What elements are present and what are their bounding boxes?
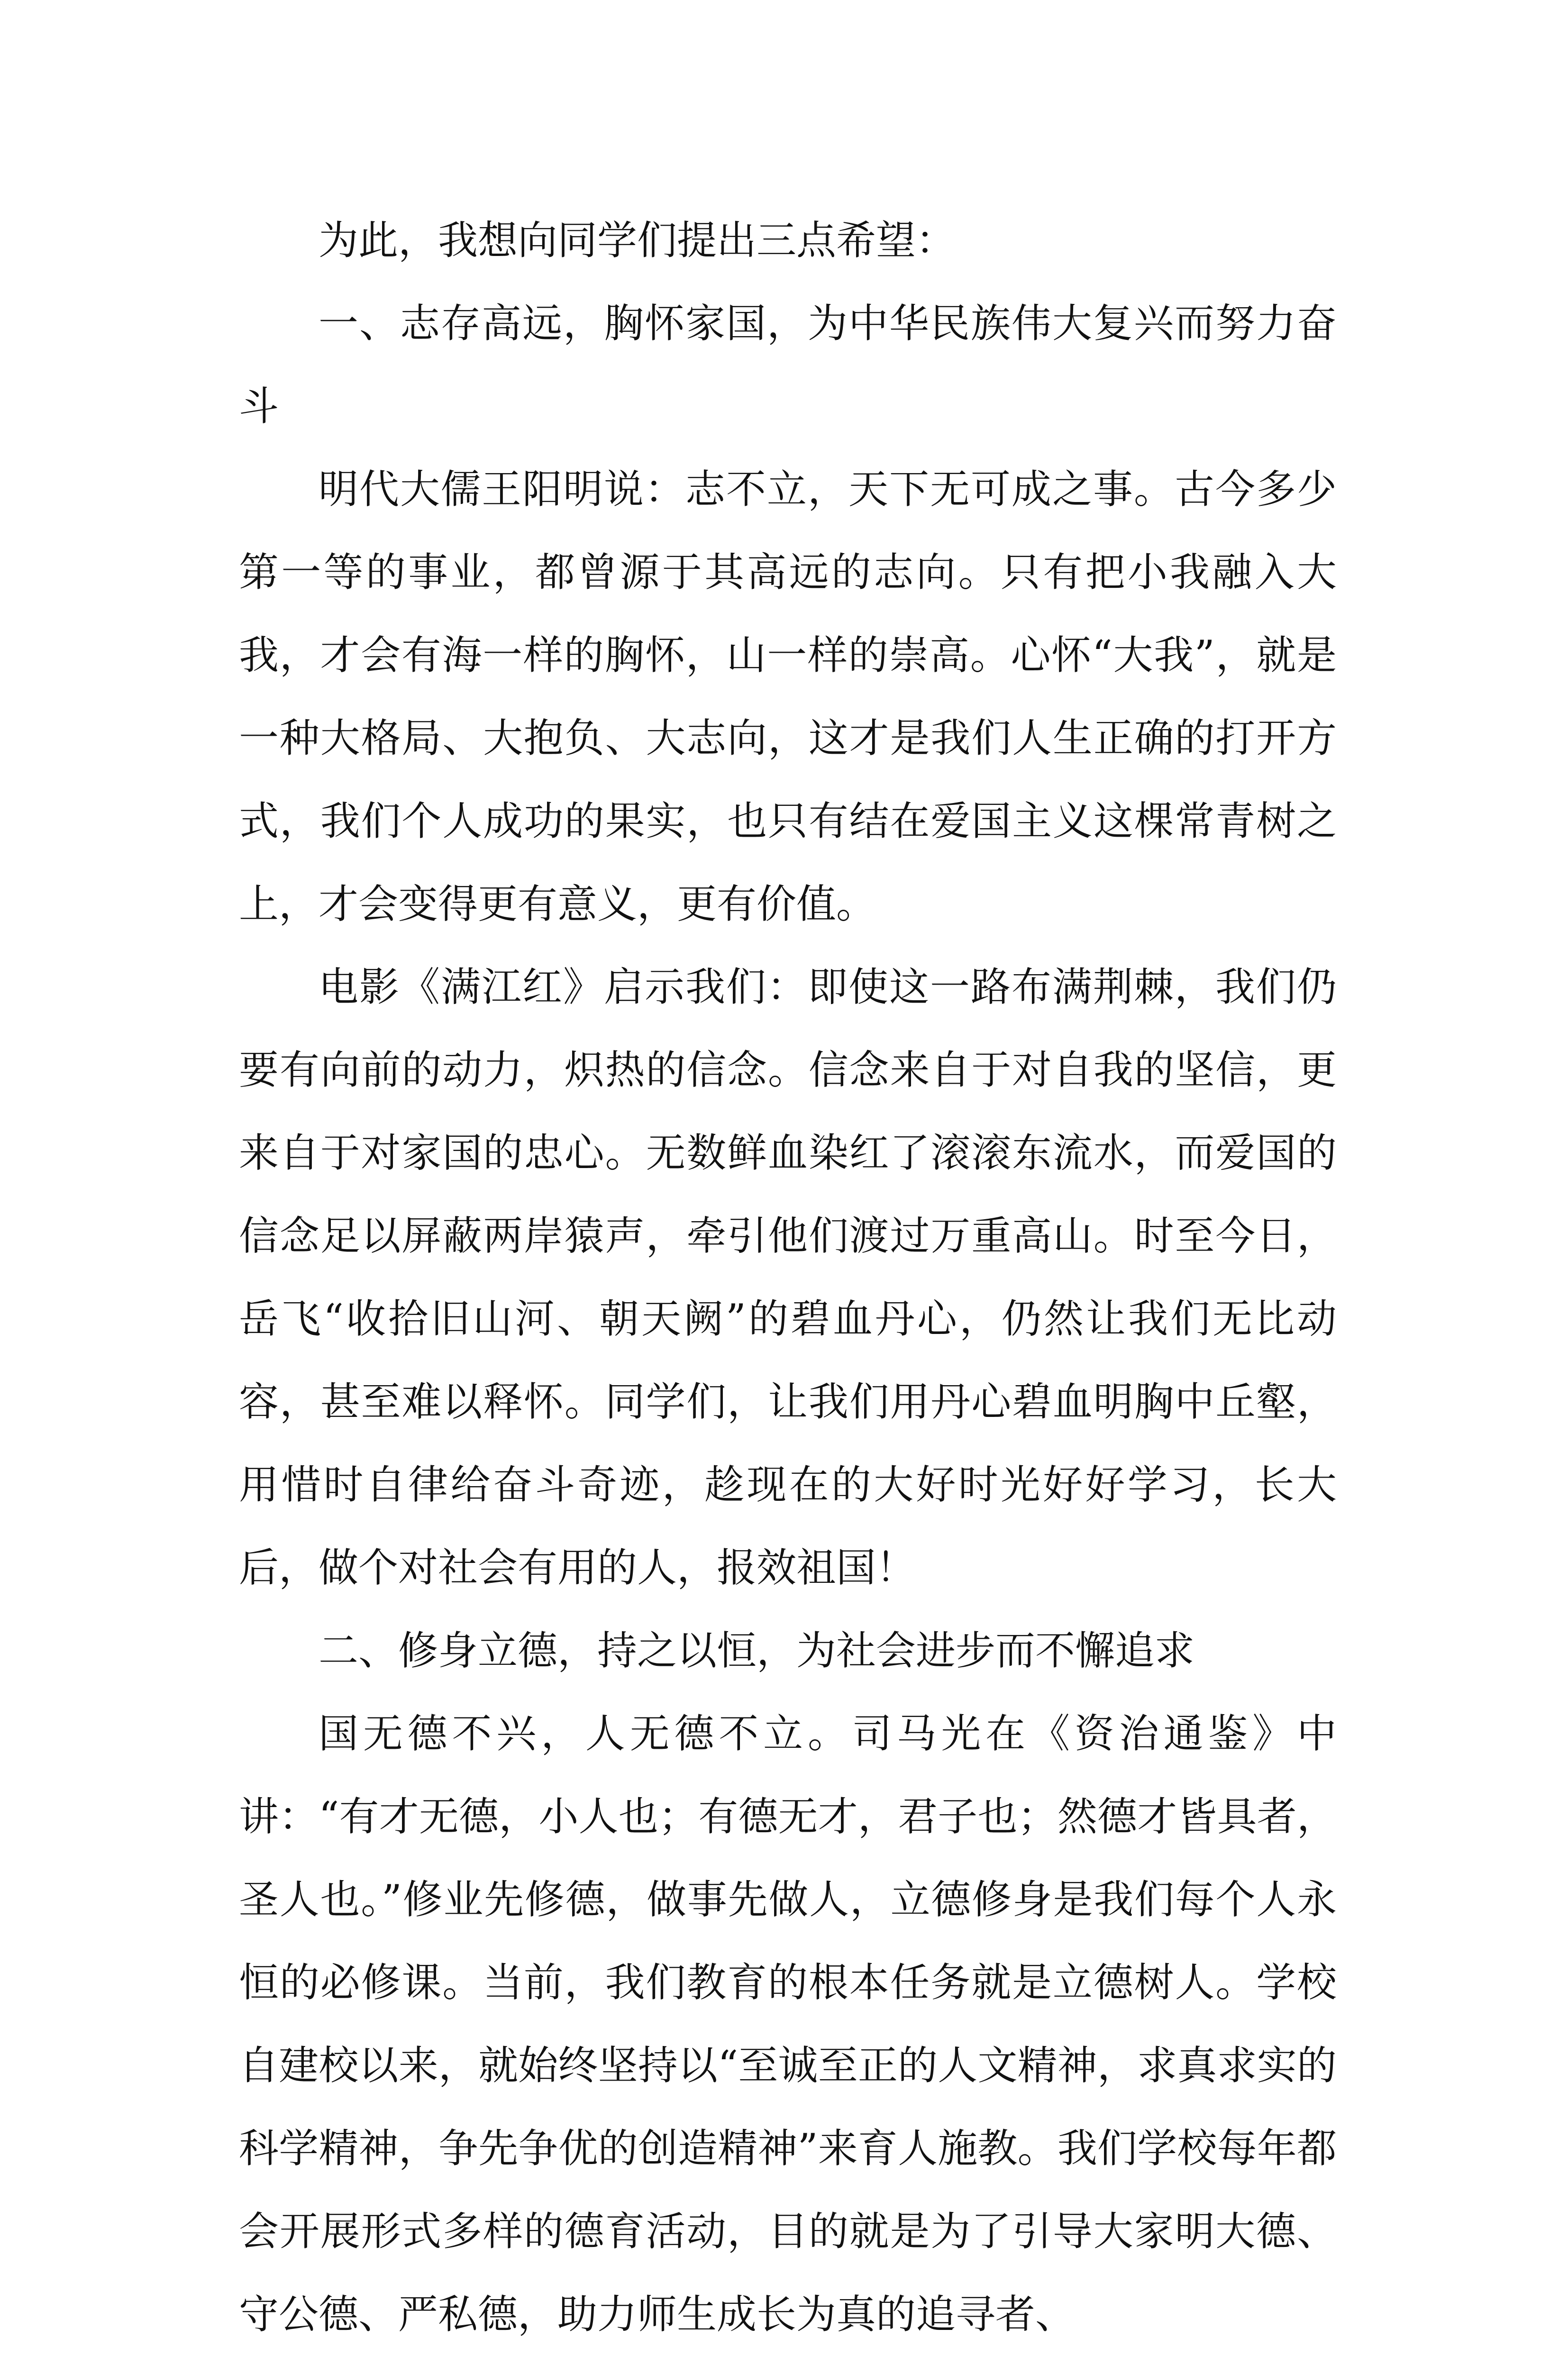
paragraph-wang-yangming: 明代大儒王阳明说：志不立，天下无可成之事。古今多少第一等的事业，都曾源于其高远的志向。只有把小我融入大我，才会有海一样的胸怀，山一样的崇高。心怀“大我”，就是一种大格局、大抱负、大志向，这才是我们人生正确的打开方式，我们个人成功的果实，也只有结在爱国主义这棵常青树之上，才会变得更有意义，更有价值。 (239, 466, 1337, 927)
document-body (239, 199, 1337, 2356)
paragraph-virtue: 国无德不兴，人无德不立。司马光在《资治通鉴》中讲：“有才无德，小人也；有德无才，君子也；然德才皆具者，圣人也。”修业先修德，做事先做人，立德修身是我们每个人永恒的必修课。当前，我们教育的根本任务就是立德树人。学校自建校以来，就始终坚持以“至诚至正的人文精神，求真求实的科学精神，争先争优的创造精神”来育人施教。我们学校每年都会开展形式多样的德育活动，目的就是为了引导大家明大德、守公德、严私德，助力师生成长为真的追寻者、 (239, 1710, 1337, 2338)
paragraph-man-jiang-hong: 电影《满江红》启示我们：即使这一路布满荆棘，我们仍要有向前的动力，炽热的信念。信念来自于对自我的坚信，更来自于对家国的忠心。无数鲜血染红了滚滚东流水，而爱国的信念足以屏蔽两岸猿声，牵引他们渡过万重高山。时至今日，岳飞“收拾旧山河、朝天阙”的碧血丹心，仍然让我们无比动容，甚至难以释怀。同学们，让我们用丹心碧血明胸中丘壑，用惜时自律给奋斗奇迹，趁现在的大好时光好好学习，长大后，做个对社会有用的人，报效祖国！ (239, 964, 1337, 1591)
heading-point-two: 二、修身立德，持之以恒，为社会进步而不懈追求 (319, 1627, 1195, 1674)
paragraph-intro: 为此，我想向同学们提出三点希望： (319, 217, 956, 264)
heading-point-one: 一、志存高远，胸怀家国，为中华民族伟大复兴而努力奋斗 (239, 300, 1337, 429)
